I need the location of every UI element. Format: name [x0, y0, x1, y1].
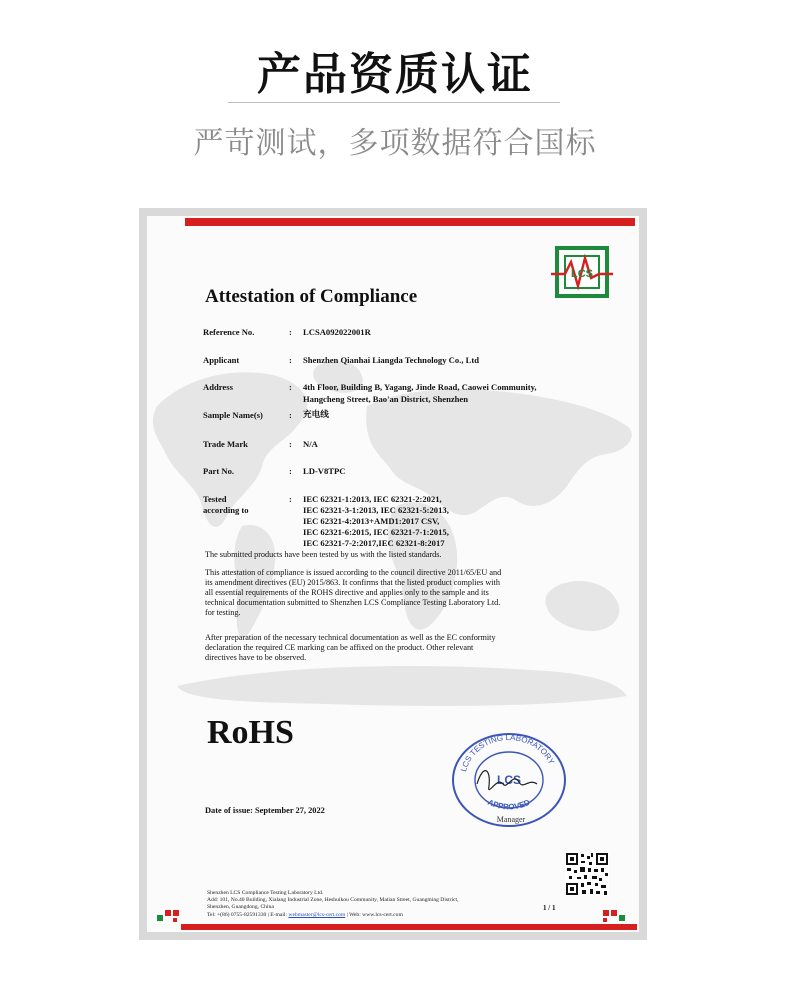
field-colon: : — [289, 410, 292, 420]
footer-address — [207, 890, 537, 919]
page-number: 1 / 1 — [543, 904, 556, 912]
footer-line: Add: 101, No.40 Building, Xialang Industrial Zone, Heshuikou Community, Matian Street, Guangming District, — [207, 897, 459, 904]
corner-square — [165, 910, 171, 916]
field-value: Shenzhen Qianhai Liangda Technology Co., Ltd — [303, 355, 479, 365]
footer-contact-suffix: | Web: www.lcs-cert.com — [345, 911, 403, 918]
bottom-red-bar — [181, 924, 637, 930]
tested-standards — [303, 494, 573, 549]
corner-square — [611, 910, 617, 916]
paragraph-line: declaration the required CE marking can be affixed on the product. Other relevant — [205, 643, 474, 652]
issue-date: Date of issue: September 27, 2022 — [205, 806, 325, 815]
standard-line: IEC 62321-6:2015, IEC 62321-7-1:2015, — [303, 527, 449, 537]
corner-square — [619, 915, 625, 921]
tested-label-line2: according to — [203, 505, 249, 515]
lcs-logo-text: LCS — [571, 268, 593, 280]
standard-line: IEC 62321-3-1:2013, IEC 62321-5:2013, — [303, 505, 449, 515]
field-colon: : — [289, 327, 292, 337]
test-statement: The submitted products have been tested by us with the listed standards. — [205, 550, 442, 559]
corner-square — [173, 918, 177, 922]
field-value: 充电线 — [303, 410, 329, 420]
signature-title: Manager — [496, 815, 526, 824]
standard-line: IEC 62321-7-2:2017,IEC 62321-8:2017 — [303, 538, 445, 548]
footer-contact-prefix: Tel: +(86) 0755-82591330 | E-mail: — [207, 911, 289, 918]
paragraph-line: After preparation of the necessary technical documentation as well as the EC conformity — [205, 633, 496, 642]
field-value: LCSA092022001R — [303, 327, 371, 337]
corner-square — [157, 915, 163, 921]
field-label: Reference No. — [203, 327, 255, 337]
corner-square — [603, 918, 607, 922]
paragraph-line: This attestation of compliance is issued according to the council directive 2011/65/EU and — [205, 568, 502, 577]
paragraph-line: directives have to be observed. — [205, 653, 307, 662]
field-label: Address — [203, 382, 233, 392]
corner-mark-right — [603, 910, 627, 922]
tested-label-line1: Tested — [203, 494, 227, 504]
qr-code — [565, 852, 609, 896]
lcs-logo — [551, 244, 613, 300]
field-value: Hangcheng Street, Bao'an District, Shenzhen — [303, 394, 469, 404]
field-label: Applicant — [203, 355, 240, 365]
field-colon: : — [289, 355, 292, 365]
certificate — [147, 216, 639, 932]
field-value: N/A — [303, 439, 318, 449]
field-label: Part No. — [203, 466, 235, 476]
rohs-mark: RoHS — [207, 714, 294, 751]
paragraph-line: for testing. — [205, 608, 241, 617]
attestation-paragraph — [205, 568, 565, 618]
approval-stamp — [447, 724, 569, 828]
certificate-title: Attestation of Compliance — [205, 286, 418, 307]
page-subheading: 严苛测试，多项数据符合国标 — [193, 126, 597, 161]
field-colon: : — [289, 439, 292, 449]
field-value: LD-V8TPC — [303, 466, 346, 476]
corner-mark-left — [157, 910, 181, 922]
corner-square — [173, 910, 179, 916]
field-value: 4th Floor, Building B, Yagang, Jinde Road, Caowei Community, — [303, 382, 537, 392]
footer-line: Shenzhen LCS Compliance Testing Laboratory Ltd. — [207, 890, 324, 896]
standard-line: IEC 62321-1:2013, IEC 62321-2:2021, — [303, 494, 442, 504]
ce-paragraph — [205, 633, 565, 663]
field-colon: : — [289, 494, 292, 504]
footer-email-link[interactable]: webmaster@lcs-cert.com — [288, 911, 346, 918]
stamp-top-text: LCS TESTING LABORATORY — [459, 732, 557, 773]
footer-line: Shenzhen, Guangdong, China — [207, 904, 274, 911]
heading-divider — [228, 102, 560, 103]
certificate-frame — [139, 208, 647, 940]
field-label — [203, 494, 283, 516]
paragraph-line: all essential requirements of the ROHS directive and applies only to the sample and its — [205, 588, 489, 597]
stamp-center-text: LCS — [497, 773, 521, 787]
field-label: Trade Mark — [203, 439, 248, 449]
corner-square — [603, 910, 609, 916]
field-label: Sample Name(s) — [203, 410, 263, 420]
standard-line: IEC 62321-4:2013+AMD1:2017 CSV, — [303, 516, 440, 526]
paragraph-line: technical documentation submitted to Shenzhen LCS Compliance Testing Laboratory Ltd. — [205, 598, 501, 607]
paragraph-line: its amendment directives (EU) 2015/863. It confirms that the listed product complies with — [205, 578, 500, 587]
top-red-bar — [185, 218, 635, 226]
stamp-bottom-text: APPROVED — [486, 797, 532, 812]
field-colon: : — [289, 382, 292, 392]
field-colon: : — [289, 466, 292, 476]
page-heading: 产品资质认证 — [257, 49, 533, 100]
